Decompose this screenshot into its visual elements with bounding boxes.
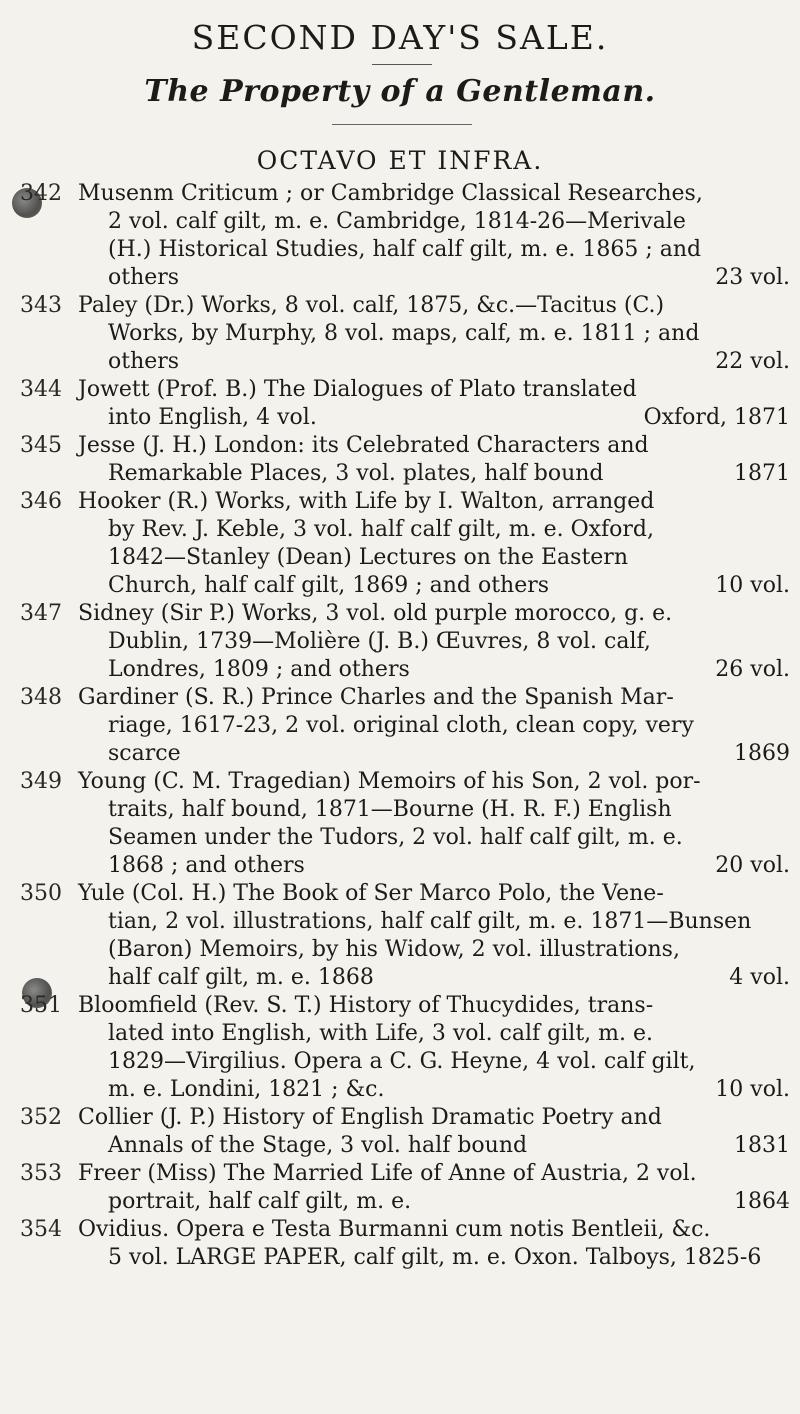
lot-description-line: by Rev. J. Keble, 3 vol. half calf gilt, m. e. Oxford, — [108, 517, 654, 542]
lot-description-line — [78, 1132, 790, 1160]
lot-description-line — [78, 1076, 790, 1104]
lot-text: 1868 ; and others — [108, 853, 305, 878]
lot-entry — [20, 376, 790, 432]
lot-description-line: Jowett (Prof. B.) The Dialogues of Plato translated — [78, 377, 637, 402]
lot-description-line: traits, half bound, 1871—Bourne (H. R. F.) English — [108, 797, 672, 822]
subtitle-divider — [332, 124, 472, 125]
lot-description-line — [78, 460, 790, 488]
lot-number: 353 — [20, 1161, 62, 1186]
lot-entry — [20, 1104, 790, 1160]
lot-text: others — [108, 265, 180, 290]
lot-description-line: (Baron) Memoirs, by his Widow, 2 vol. illustrations, — [108, 937, 680, 962]
lot-text: m. e. Londini, 1821 ; &c. — [108, 1077, 385, 1102]
lot-description-line — [78, 964, 790, 992]
lot-number: 349 — [20, 769, 62, 794]
lot-text: Church, half calf gilt, 1869 ; and others — [108, 573, 550, 598]
lot-count: Oxford, 1871 — [643, 405, 790, 430]
lot-entry — [20, 768, 790, 880]
lot-description-line — [78, 740, 790, 768]
lot-number: 342 — [20, 181, 62, 206]
lot-number: 348 — [20, 685, 62, 710]
lot-description-line: tian, 2 vol. illustrations, half calf gilt, m. e. 1871—Bunsen — [108, 909, 752, 934]
lot-number: 347 — [20, 601, 62, 626]
lot-entry — [20, 488, 790, 600]
lot-entry — [20, 600, 790, 684]
section-heading: OCTAVO ET INFRA. — [256, 146, 544, 175]
lot-description-line: Seamen under the Tudors, 2 vol. half calf gilt, m. e. — [108, 825, 683, 850]
lot-description-line — [78, 348, 790, 376]
lot-entry — [20, 292, 790, 376]
lot-description-line: Yule (Col. H.) The Book of Ser Marco Polo, the Vene- — [78, 881, 664, 906]
lot-number: 351 — [20, 993, 62, 1018]
lot-description-line: Young (C. M. Tragedian) Memoirs of his Son, 2 vol. por- — [78, 769, 701, 794]
lot-count: 10 vol. — [715, 573, 790, 598]
lot-entry — [20, 432, 790, 488]
lot-text: portrait, half calf gilt, m. e. — [108, 1189, 412, 1214]
lot-description-line: Collier (J. P.) History of English Dramatic Poetry and — [78, 1105, 662, 1130]
lot-description-line — [78, 1188, 790, 1216]
title-divider — [372, 64, 432, 65]
lot-number: 352 — [20, 1105, 62, 1130]
lot-text: scarce — [108, 741, 181, 766]
lot-text: into English, 4 vol. — [108, 405, 317, 430]
lot-number: 346 — [20, 489, 62, 514]
lot-description-line: (H.) Historical Studies, half calf gilt, m. e. 1865 ; and — [108, 237, 702, 262]
lot-description-line: Ovidius. Opera e Testa Burmanni cum notis Bentleii, &c. — [78, 1217, 711, 1242]
lot-description-line — [78, 572, 790, 600]
lot-count: 22 vol. — [715, 349, 790, 374]
sale-title: SECOND DAY'S SALE. — [191, 18, 609, 57]
lot-count: 4 vol. — [729, 965, 790, 990]
lot-description-line: Dublin, 1739—Molière (J. B.) Œuvres, 8 vol. calf, — [108, 629, 651, 654]
lot-text: others — [108, 349, 180, 374]
lot-count: 26 vol. — [715, 657, 790, 682]
lot-entry — [20, 180, 790, 292]
lot-text: Londres, 1809 ; and others — [108, 657, 410, 682]
lot-description-line: Works, by Murphy, 8 vol. maps, calf, m. e. 1811 ; and — [108, 321, 700, 346]
lot-description-line: 2 vol. calf gilt, m. e. Cambridge, 1814-26—Merivale — [108, 209, 686, 234]
lot-description-line: Gardiner (S. R.) Prince Charles and the Spanish Mar- — [78, 685, 674, 710]
lot-description-line: riage, 1617-23, 2 vol. original cloth, clean copy, very — [108, 713, 694, 738]
lot-text: Annals of the Stage, 3 vol. half bound — [108, 1133, 528, 1158]
lot-number: 354 — [20, 1217, 62, 1242]
lot-entry — [20, 1216, 790, 1272]
lot-description-line — [78, 404, 790, 432]
lot-number: 345 — [20, 433, 62, 458]
property-subtitle: The Property of a Gentleman. — [144, 74, 656, 109]
lot-description-line: 1829—Virgilius. Opera a C. G. Heyne, 4 vol. calf gilt, — [108, 1049, 696, 1074]
lot-description-line — [78, 852, 790, 880]
lot-text: half calf gilt, m. e. 1868 — [108, 965, 374, 990]
lot-entry — [20, 684, 790, 768]
lot-number: 350 — [20, 881, 62, 906]
lot-count: 1869 — [734, 741, 790, 766]
lot-description-line: 5 vol. LARGE PAPER, calf gilt, m. e. Oxon. Talboys, 1825-6 — [108, 1245, 762, 1270]
lot-number: 344 — [20, 377, 62, 402]
lot-description-line: Freer (Miss) The Married Life of Anne of Austria, 2 vol. — [78, 1161, 697, 1186]
lot-description-line — [78, 656, 790, 684]
lot-description-line: lated into English, with Life, 3 vol. calf gilt, m. e. — [108, 1021, 654, 1046]
lot-count: 23 vol. — [715, 265, 790, 290]
lot-entry — [20, 880, 790, 992]
lot-list — [20, 180, 790, 1272]
lot-text: Remarkable Places, 3 vol. plates, half bound — [108, 461, 604, 486]
lot-count: 20 vol. — [715, 853, 790, 878]
lot-description-line: Hooker (R.) Works, with Life by I. Walton, arranged — [78, 489, 655, 514]
lot-description-line: Musenm Criticum ; or Cambridge Classical Researches, — [78, 181, 703, 206]
lot-entry — [20, 992, 790, 1104]
lot-count: 1871 — [734, 461, 790, 486]
lot-count: 10 vol. — [715, 1077, 790, 1102]
lot-entry — [20, 1160, 790, 1216]
lot-description-line: Bloomfield (Rev. S. T.) History of Thucydides, trans- — [78, 993, 654, 1018]
lot-description-line: Sidney (Sir P.) Works, 3 vol. old purple morocco, g. e. — [78, 601, 673, 626]
lot-count: 1831 — [734, 1133, 790, 1158]
lot-description-line: 1842—Stanley (Dean) Lectures on the Eastern — [108, 545, 628, 570]
lot-number: 343 — [20, 293, 62, 318]
lot-description-line: Jesse (J. H.) London: its Celebrated Characters and — [78, 433, 649, 458]
lot-description-line — [78, 264, 790, 292]
lot-count: 1864 — [734, 1189, 790, 1214]
lot-description-line: Paley (Dr.) Works, 8 vol. calf, 1875, &c.—Tacitus (C.) — [78, 293, 665, 318]
